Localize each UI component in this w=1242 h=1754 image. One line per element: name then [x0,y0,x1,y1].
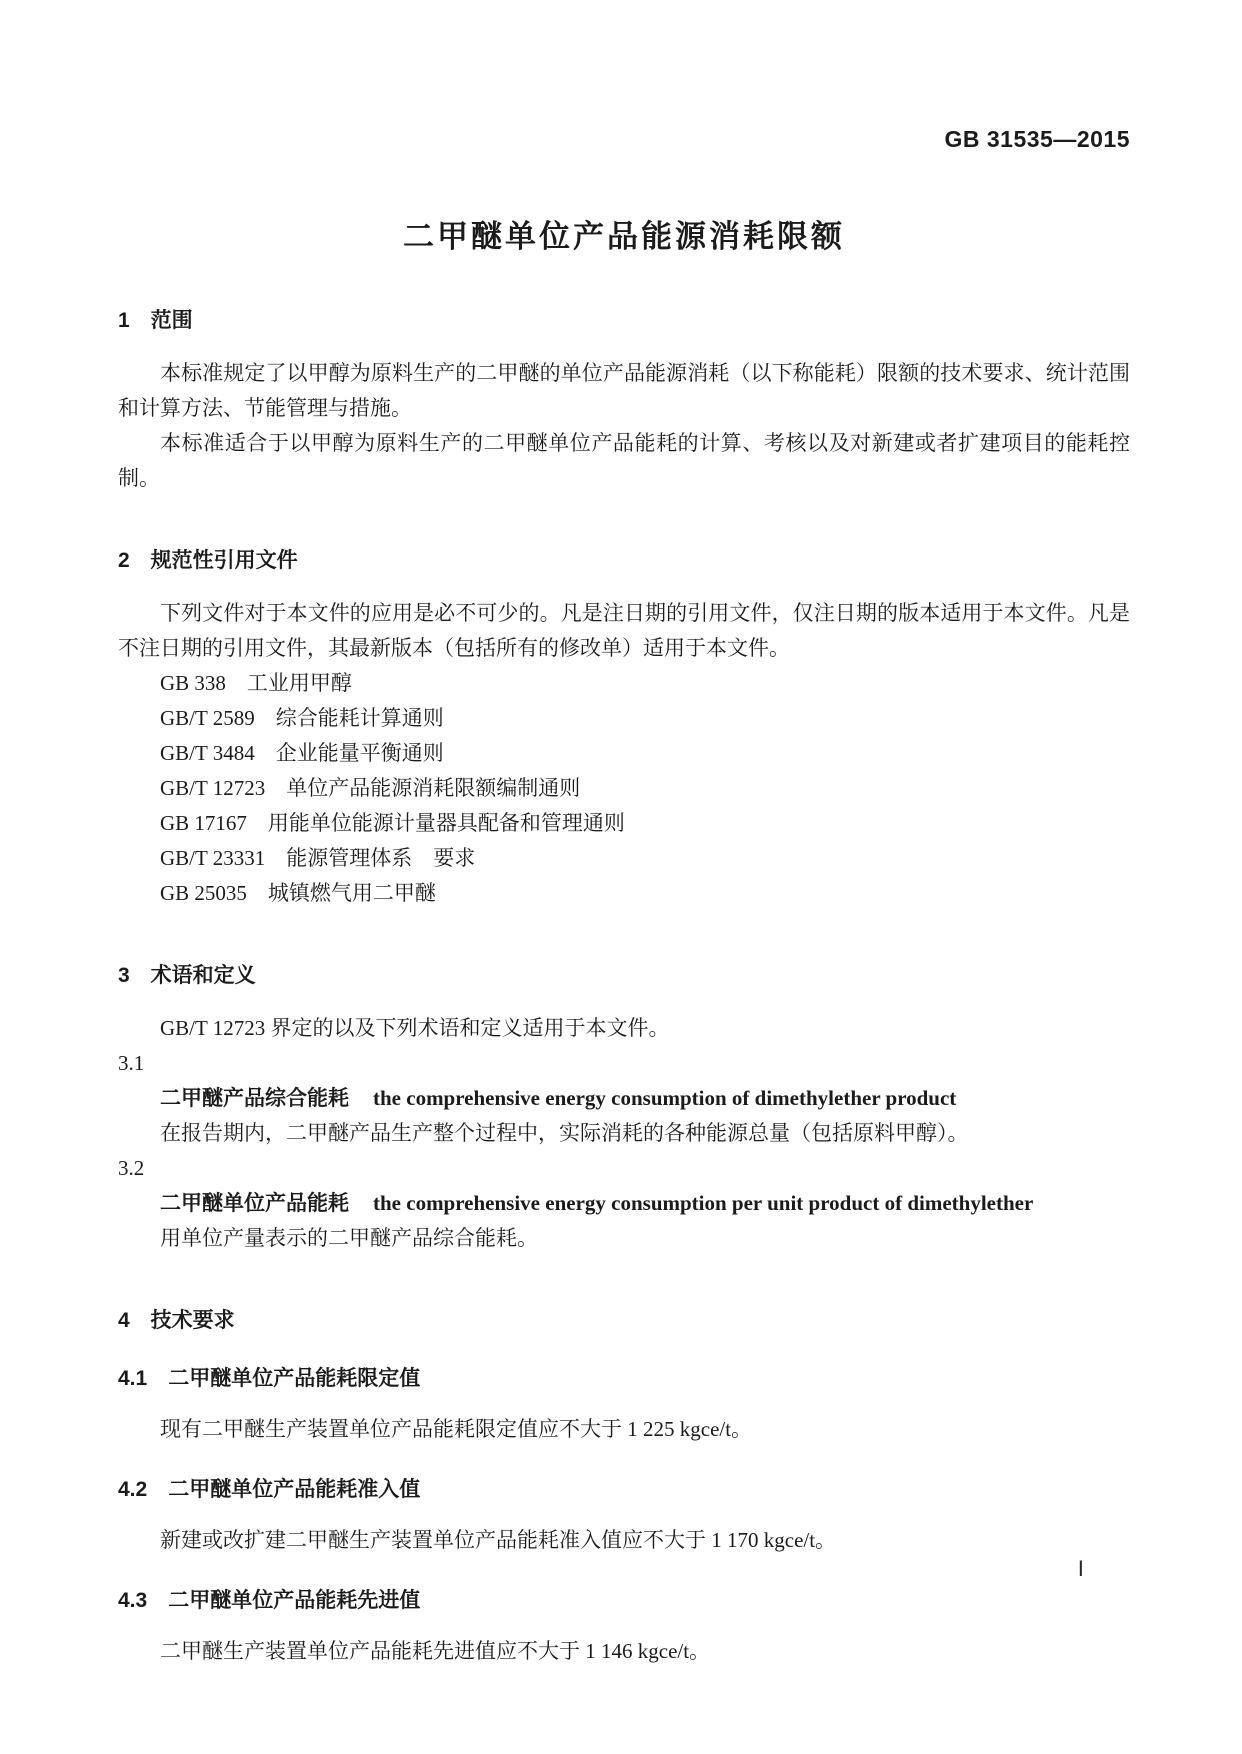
section-terms-definitions [118,961,1130,1256]
section-normative-references [118,546,1130,911]
reference-item: GB/T 12723 单位产品能源消耗限额编制通则 [160,776,581,800]
references-intro-paragraph: 下列文件对于本文件的应用是必不可少的。凡是注日期的引用文件，仅注日期的版本适用于本文件。凡是不注日期的引用文件，其最新版本（包括所有的修改单）适用于本文件。 [118,601,1130,660]
subsection-paragraph: 现有二甲醚生产装置单位产品能耗限定值应不大于 1 225 kgce/t。 [160,1417,753,1441]
standard-number: GB 31535—2015 [944,126,1130,152]
term-block [118,1151,1130,1256]
term-english: the comprehensive energy consumption per unit product of dimethylether [373,1191,1034,1215]
reference-item: GB 338 工业用甲醇 [160,671,352,695]
subsection-heading: 4.2 二甲醚单位产品能耗准入值 [118,1478,421,1501]
subsection-limit-value [118,1364,1130,1447]
page-footer [1078,1557,1084,1582]
term-english: the comprehensive energy consumption of dimethylether product [373,1086,957,1110]
subsection-entry-value [118,1475,1130,1558]
reference-item: GB/T 3484 企业能量平衡通则 [160,741,444,765]
section-terms-heading: 3 术语和定义 [118,964,256,987]
term-number: 3.2 [118,1156,145,1180]
reference-item: GB 17167 用能单位能源计量器具配备和管理通则 [160,811,625,835]
subsection-paragraph: 二甲醚生产装置单位产品能耗先进值应不大于 1 146 kgce/t。 [160,1639,711,1663]
subsection-paragraph: 新建或改扩建二甲醚生产装置单位产品能耗准入值应不大于 1 170 kgce/t。 [160,1528,837,1552]
subsection-heading: 4.3 二甲醚单位产品能耗先进值 [118,1589,421,1612]
term-definition: 用单位产量表示的二甲醚产品综合能耗。 [160,1226,538,1250]
term-line [118,1081,1130,1116]
term-number: 3.1 [118,1051,145,1075]
section-references-heading: 2 规范性引用文件 [118,549,298,572]
page-number: Ⅰ [1077,1557,1084,1581]
section-scope-heading: 1 范围 [118,309,193,332]
scope-paragraph-1: 本标准规定了以甲醇为原料生产的二甲醚的单位产品能源消耗（以下称能耗）限额的技术要求、统计范围和计算方法、节能管理与措施。 [118,361,1130,420]
section-scope [118,306,1130,496]
subsection-advanced-value [118,1586,1130,1669]
subsection-heading: 4.1 二甲醚单位产品能耗限定值 [118,1367,421,1390]
terms-intro-paragraph: GB/T 12723 界定的以及下列术语和定义适用于本文件。 [160,1016,670,1040]
reference-item: GB 25035 城镇燃气用二甲醚 [160,881,436,905]
section-requirements-heading: 4 技术要求 [118,1309,235,1332]
term-chinese: 二甲醚产品综合能耗 [160,1087,349,1110]
term-definition: 在报告期内，二甲醚产品生产整个过程中，实际消耗的各种能源总量（包括原料甲醇）。 [160,1121,969,1145]
section-technical-requirements [118,1306,1130,1669]
term-chinese: 二甲醚单位产品能耗 [160,1192,349,1215]
reference-item: GB/T 23331 能源管理体系 要求 [160,846,476,870]
document-title: 二甲醚单位产品能源消耗限额 [403,219,845,254]
scope-paragraph-2: 本标准适合于以甲醇为原料生产的二甲醚单位产品能耗的计算、考核以及对新建或者扩建项目的能耗控制。 [118,431,1130,490]
reference-list [118,666,1130,911]
document-header [118,126,1130,153]
term-block [118,1046,1130,1151]
reference-item: GB/T 2589 综合能耗计算通则 [160,706,444,730]
term-line [118,1186,1130,1221]
